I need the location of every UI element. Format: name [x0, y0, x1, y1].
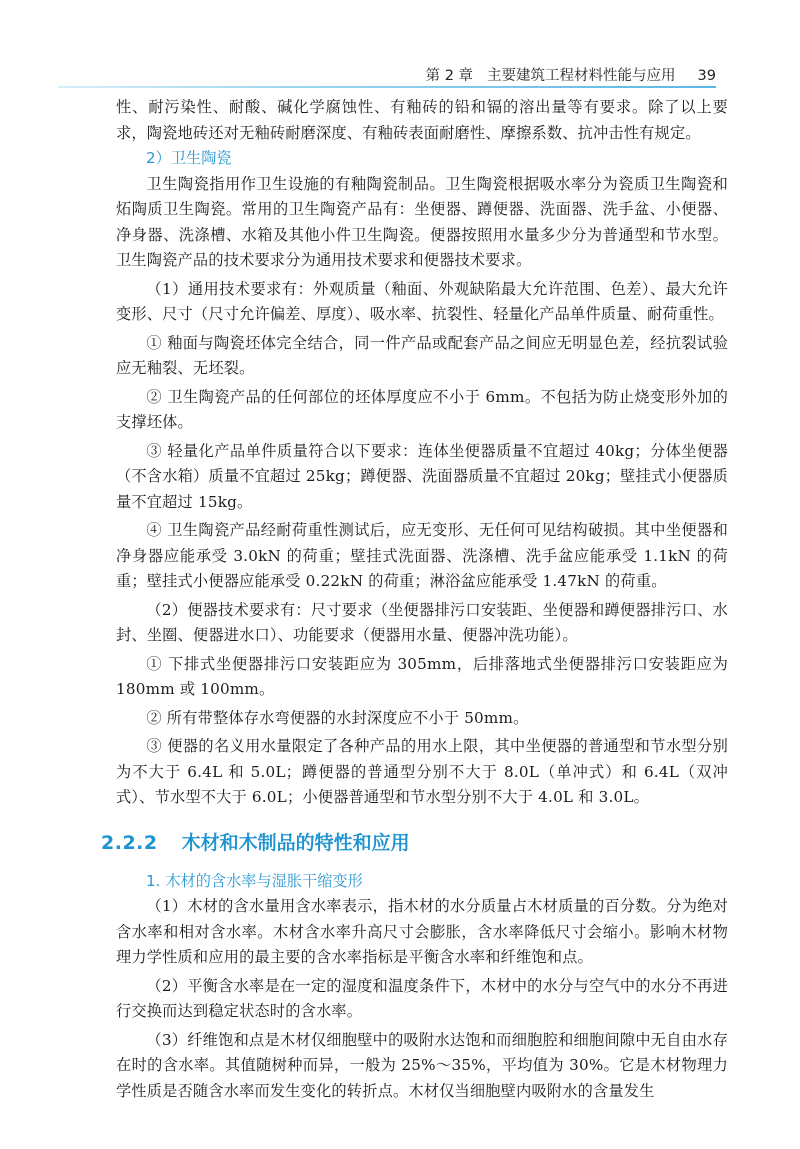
- subsection-heading-sanitary: 2）卫生陶瓷: [146, 149, 232, 167]
- paragraph: （3）纤维饱和点是木材仅细胞壁中的吸附水达饱和而细胞腔和细胞间隙中无自由水存在时的含水率。其值随树种而异，一般为 25%～35%，平均值为 30%。它是木材物理力学性质是否随含水率而发生变化的转折点。木材仅当细胞壁内吸附水的含量发生: [116, 1030, 728, 1100]
- chapter-label: 第 2 章: [425, 68, 474, 84]
- page-header: [58, 60, 716, 88]
- section-title: 木材和木制品的特性和应用: [181, 831, 410, 854]
- running-head: [426, 64, 716, 85]
- paragraph: （2）便器技术要求有：尺寸要求（坐便器排污口安装距、坐便器和蹲便器排污口、水封、坐圈、便器进水口）、功能要求（便器用水量、便器冲洗功能）。: [116, 600, 728, 644]
- paragraph: ① 釉面与陶瓷坯体完全结合，同一件产品或配套产品之间应无明显色差，经抗裂试验应无釉裂、无坯裂。: [116, 333, 728, 377]
- paragraph: ③ 便器的名义用水量限定了各种产品的用水上限，其中坐便器的普通型和节水型分别为不大于 6.4L 和 5.0L；蹲便器的普通型分别不大于 8.0L（单冲式）和 6.4L（双冲式）、节水型不大于 6.0L；小便器普通型和节水型分别不大于 4.0L 和 3.0L。: [116, 737, 728, 806]
- paragraph: ② 所有带整体存水弯便器的水封深度应不小于 50mm。: [146, 708, 529, 727]
- chapter-title: 主要建筑工程材料性能与应用: [487, 68, 676, 84]
- paragraph: （2）平衡含水率是在一定的湿度和温度条件下，木材中的水分与空气中的水分不再进行交换而达到稳定状态时的含水率。: [116, 976, 728, 1020]
- paragraph: ③ 轻量化产品单件质量符合以下要求：连体坐便器质量不宜超过 40kg；分体坐便器（不含水箱）质量不宜超过 25kg；蹲便器、洗面器质量不宜超过 20kg；壁挂式小便器质量不宜超过 15kg。: [116, 441, 728, 511]
- paragraph: ① 下排式坐便器排污口安装距应为 305mm，后排落地式坐便器排污口安装距应为 180mm 或 100mm。: [116, 654, 728, 698]
- paragraph: ④ 卫生陶瓷产品经耐荷重性测试后，应无变形、无任何可见结构破损。其中坐便器和净身器应能承受 3.0kN 的荷重；壁挂式洗面器、洗涤槽、洗手盆应能承受 1.1kN 的荷重；壁挂式小便器应能承受 0.22kN 的荷重；淋浴盆应能承受 1.47kN 的荷重。: [116, 521, 728, 590]
- header-rule: [58, 86, 716, 88]
- body-text: [101, 95, 728, 1104]
- paragraph: （1）木材的含水量用含水率表示，指木材的水分质量占木材质量的百分数。分为绝对含水率和相对含水率。木材含水率升高尺寸会膨胀，含水率降低尺寸会缩小。影响木材物理力学性质和应用的最主要的含水率指标是平衡含水率和纤维饱和点。: [116, 897, 728, 966]
- paragraph: 卫生陶瓷指用作卫生设施的有釉陶瓷制品。卫生陶瓷根据吸水率分为瓷质卫生陶瓷和炻陶质卫生陶瓷。常用的卫生陶瓷产品有：坐便器、蹲便器、洗面器、洗手盆、小便器、净身器、洗涤槽、水箱及其他小件卫生陶瓷。便器按照用水量多少分为普通型和节水型。卫生陶瓷产品的技术要求分为通用技术要求和便器技术要求。: [116, 174, 728, 269]
- paragraph: ② 卫生陶瓷产品的任何部位的坯体厚度应不小于 6mm。不包括为防止烧变形外加的支撑坯体。: [116, 387, 728, 431]
- subsection-heading-wood: 1. 木材的含水率与湿胀干缩变形: [146, 871, 363, 890]
- section-number: 2.2.2: [101, 831, 158, 854]
- section-heading: [101, 830, 728, 856]
- paragraph: （1）通用技术要求有：外观质量（釉面、外观缺陷最大允许范围、色差）、最大允许变形、尺寸（尺寸允许偏差、厚度）、吸水率、抗裂性、轻量化产品单件质量、耐荷重性。: [116, 279, 728, 323]
- paragraph: 性、耐污染性、耐酸、碱化学腐蚀性、有釉砖的铅和镉的溶出量等有要求。除了以上要求，陶瓷地砖还对无釉砖耐磨深度、有釉砖表面耐磨性、摩擦系数、抗冲击性有规定。: [116, 98, 728, 142]
- page-number: 39: [697, 68, 716, 84]
